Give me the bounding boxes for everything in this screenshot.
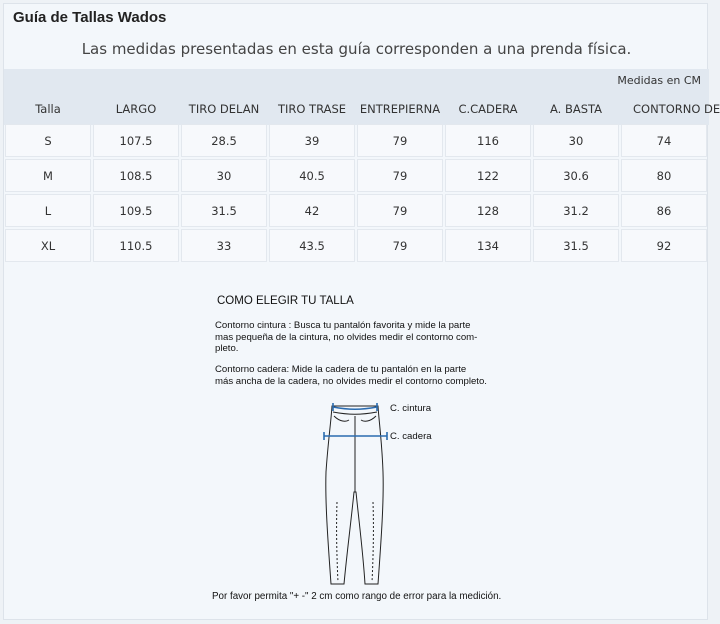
table-cell: 107.5: [93, 124, 179, 157]
table-cell: 31.5: [181, 194, 267, 227]
hip-text-line-1: Contorno cadera: Mide la cadera de tu pantalón en la parte: [215, 364, 467, 375]
table-cell: 110.5: [93, 229, 179, 262]
table-cell: 74: [621, 124, 707, 157]
table-cell: 28.5: [181, 124, 267, 157]
size-guide-panel: [3, 3, 720, 620]
leg-seam-left: [337, 502, 338, 582]
label-hip: C. cadera: [390, 431, 432, 442]
column-header-talla: Talla: [35, 102, 61, 116]
unit-note: Medidas en CM: [617, 74, 701, 87]
pocket-right: [361, 416, 376, 421]
table-cell: 86: [621, 194, 707, 227]
table-cell-talla: L: [5, 194, 91, 227]
table-cell: 116: [445, 124, 531, 157]
measurement-error-note: Por favor permita "+ -" 2 cm como rango de error para la medición.: [212, 591, 502, 602]
table-cell: 79: [357, 229, 443, 262]
column-header-a-basta: A. BASTA: [549, 102, 603, 116]
table-header: [4, 69, 720, 125]
hip-text-line-2: más ancha de la cadera, no olvides medir el contorno completo.: [215, 375, 487, 387]
column-header-largo: LARGO: [115, 102, 157, 116]
table-cell: 92: [621, 229, 707, 262]
table-cell: 134: [445, 229, 531, 262]
table-row: [4, 193, 709, 228]
pocket-left: [334, 416, 349, 421]
table-cell: 39: [269, 124, 355, 157]
table-cell: 122: [445, 159, 531, 192]
table-cell: 79: [357, 124, 443, 157]
table-cell: 79: [357, 159, 443, 192]
page-subtitle: Las medidas presentadas en esta guía corresponden a una prenda física.: [81, 40, 632, 58]
waist-text-line-3: pleto.: [215, 343, 239, 354]
column-header-tiro-trase: TIRO TRASE: [277, 102, 347, 116]
how-to-measure-guide: [4, 264, 709, 621]
table-cell: 42: [269, 194, 355, 227]
table-cell: 109.5: [93, 194, 179, 227]
table-cell: 30: [181, 159, 267, 192]
table-cell: 31.5: [533, 229, 619, 262]
table-cell: 79: [357, 194, 443, 227]
pants-diagram: [304, 392, 404, 588]
table-row: [4, 123, 709, 158]
column-header-entrepierna: ENTREPIERNA: [359, 102, 441, 116]
table-cell-talla: S: [5, 124, 91, 157]
waist-text-line-2: mas pequeña de la cintura, no olvides medir el contorno com-: [215, 331, 478, 343]
table-cell: 30: [533, 124, 619, 157]
waistband-line: [333, 412, 377, 414]
table-cell: 43.5: [269, 229, 355, 262]
table-cell-talla: XL: [5, 229, 91, 262]
table-cell: 80: [621, 159, 707, 192]
waist-measure-line: [333, 407, 377, 409]
table-cell: 128: [445, 194, 531, 227]
waist-text-line-1: Contorno cintura : Busca tu pantalón favorita y mide la parte: [215, 320, 471, 331]
table-cell: 40.5: [269, 159, 355, 192]
table-cell: 31.2: [533, 194, 619, 227]
column-header-c-cadera: C.CADERA: [458, 102, 518, 116]
label-waist: C. cintura: [390, 403, 432, 414]
column-header-tiro-delan: TIRO DELAN: [188, 102, 260, 116]
column-header-contorno: CONTORNO DE: [633, 102, 720, 116]
table-cell: 108.5: [93, 159, 179, 192]
table-cell: 33: [181, 229, 267, 262]
leg-seam-right: [372, 502, 373, 582]
table-cell-talla: M: [5, 159, 91, 192]
table-row: [4, 158, 709, 193]
table-row: [4, 228, 709, 263]
guide-title: COMO ELEGIR TU TALLA: [217, 295, 354, 307]
table-cell: 30.6: [533, 159, 619, 192]
page-title: Guía de Tallas Wados: [13, 9, 167, 26]
